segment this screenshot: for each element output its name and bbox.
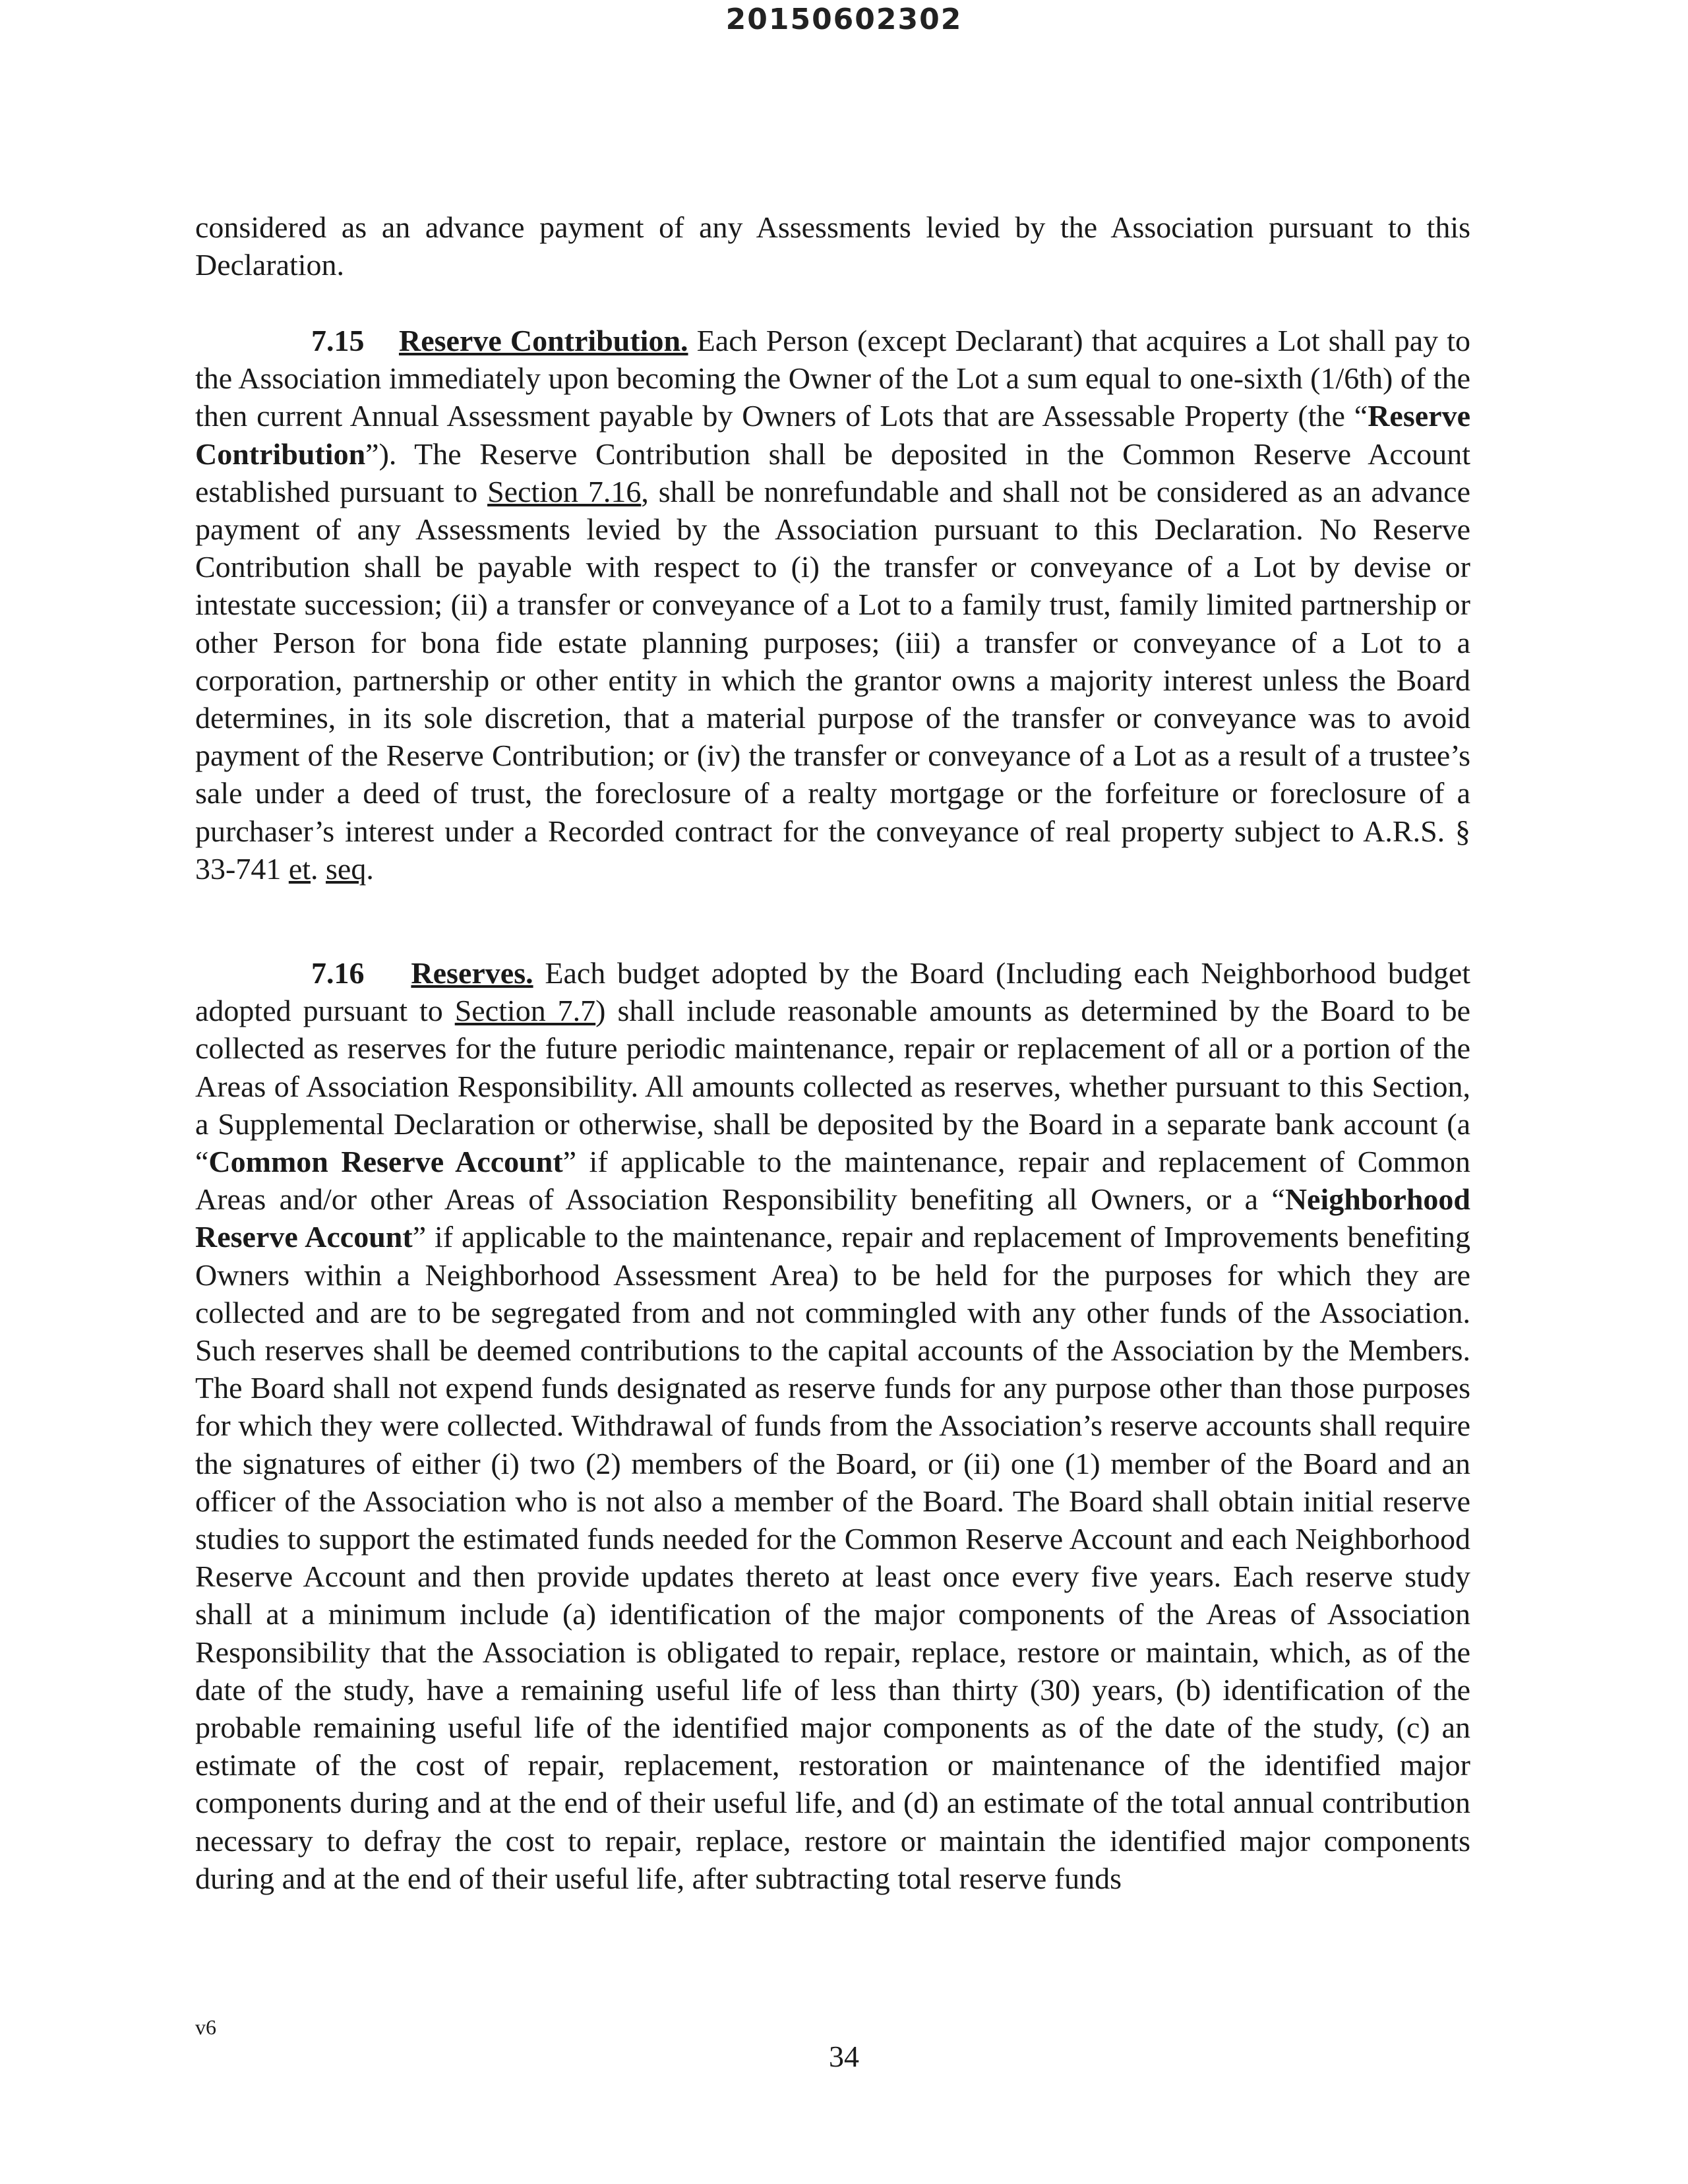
section-text: ) shall include reasonable amounts as determined by the Board to be collected as reserves for the future periodic maintenance, repair or replacement of all or a portion of the Areas of Association Responsibility. All amounts collected as reserves, whether pursuant to this Section, a Supplemental Declaration or otherwise, shall be deposited by the Board in a separate bank account (a “: [195, 994, 1470, 1179]
defined-term: Reserve Contribution: [195, 399, 1470, 471]
section-7-16-paragraph: [195, 954, 1470, 1897]
section-number: 7.15: [311, 324, 365, 357]
section-text: ” if applicable to the maintenance, repair and replacement of Improvements benefiting Owners within a Neighborhood Assessment Area) to be held for the purposes for which they are collected and are to be segregated from and not commingled with any other funds of the Association. Such reserves shall be deemed contributions to the capital accounts of the Association by the Members. The Board shall not expend funds designated as reserve funds for any purpose other than those purposes for which they were collected. Withdrawal of funds from the Association’s reserve accounts shall require the signatures of either (i) two (2) members of the Board, or (ii) one (1) member of the Board and an officer of the Association who is not also a member of the Board. The Board shall obtain initial reserve studies to support the estimated funds needed for the Common Reserve Account and each Neighborhood Reserve Account and then provide updates thereto at least once every five years. Each reserve study shall at a minimum include (a) identification of the major components of the Areas of Association Responsibility that the Association is obligated to repair, replace, restore or maintain, which, as of the date of the study, have a remaining useful life of less than thirty (30) years, (b) identification of the probable remaining useful life of the identified major components as of the date of the study, (c) an estimate of the cost of repair, replacement, restoration or maintenance of the identified major components during and at the end of their useful life, and (d) an estimate of the total annual contribution necessary to defray the cost to repair, replace, restore or maintain the identified major components during and at the end of their useful life, after subtracting total reserve funds: [195, 1220, 1470, 1895]
section-number: 7.16: [311, 956, 365, 990]
section-text: ”). The Reserve Contribution shall be deposited in the Common Reserve Account established pursuant to: [195, 437, 1470, 508]
continuation-paragraph: [195, 208, 1470, 284]
section-text: , shall be nonrefundable and shall not be considered as an advance payment of any Assessments levied by the Association pursuant to this Declaration. No Reserve Contribution shall be payable with respect to (i) the transfer or conveyance of a Lot by devise or intestate succession; (ii) a transfer or conveyance of a Lot to a family trust, family limited partnership or other Person for bona fide estate planning purposes; (iii) a transfer or conveyance of a Lot to a corporation, partnership or other entity in which the grantor owns a majority interest unless the Board determines, in its sole discretion, that a material purpose of the transfer or conveyance was to avoid payment of the Reserve Contribution; or (iv) the transfer or conveyance of a Lot as a result of a trustee’s sale under a deed of trust, the foreclosure of a realty mortgage or the forfeiture or foreclosure of a purchaser’s interest under a Recorded contract for the conveyance of real property subject to A.R.S. § 33-741: [195, 474, 1471, 886]
section-reference: Section 7.16: [487, 474, 642, 508]
section-text: .: [311, 851, 326, 886]
section-text: .: [366, 851, 374, 886]
defined-term: Common Reserve Account: [208, 1145, 563, 1179]
continuation-text: considered as an advance payment of any Assessments levied by the Association pursuant to this Declaration.: [195, 210, 1470, 282]
section-7-15-paragraph: [195, 322, 1470, 888]
section-reference: Section 7.7: [454, 994, 596, 1028]
section-text: Each Person (except Declarant) that acquires a Lot shall pay to the Association immediately upon becoming the Owner of the Lot a sum equal to one-sixth (1/6th) of the then current Annual Assessment payable by Owners of Lots that are Assessable Property (the “: [195, 324, 1471, 433]
page-number: 34: [829, 2040, 859, 2073]
citation-seq: seq: [326, 851, 367, 886]
section-7-15: [195, 322, 1470, 888]
section-7-16: [195, 954, 1470, 1897]
section-title: Reserve Contribution.: [398, 324, 688, 357]
section-text: ” if applicable to the maintenance, repair and replacement of Common Areas and/or other Areas of Association Responsibility benefiting all Owners, or a “: [195, 1145, 1470, 1217]
section-title: Reserves.: [411, 956, 533, 990]
defined-term: Neighborhood Reserve Account: [195, 1182, 1470, 1254]
version-label: v6: [195, 2015, 216, 2039]
citation-et: et: [288, 851, 311, 886]
section-text: Each budget adopted by the Board (Including each Neighborhood budget adopted pursuant to: [195, 956, 1471, 1028]
document-number: 20150602302: [725, 3, 963, 36]
